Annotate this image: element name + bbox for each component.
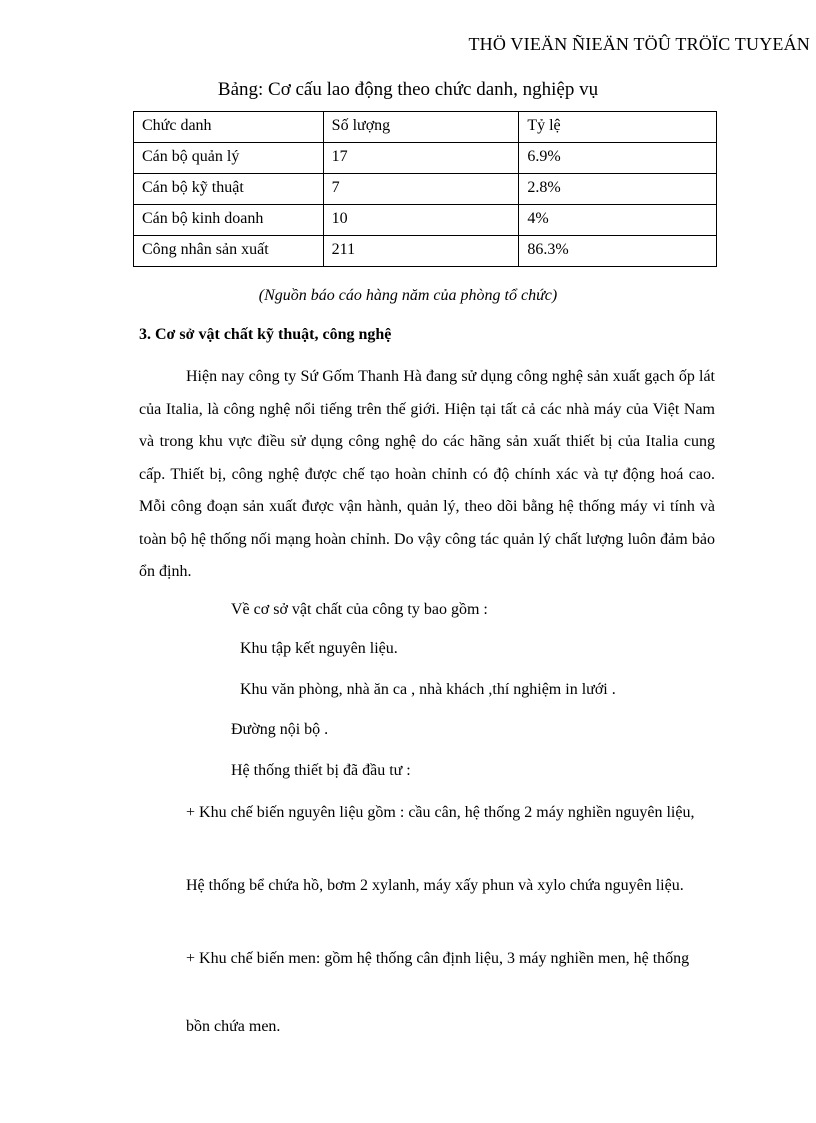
table-row (134, 143, 717, 174)
section-heading: 3. Cơ sở vật chất kỹ thuật, công nghệ (139, 326, 392, 343)
column-header: Số lượng (323, 112, 519, 143)
facilities-intro: Về cơ sở vật chất của công ty bao gồm : (231, 601, 488, 618)
labor-structure-table (133, 111, 717, 267)
column-header: Chức danh (134, 112, 324, 143)
table-row (134, 174, 717, 205)
table-header-row (134, 112, 717, 143)
table-row (134, 205, 717, 236)
table-cell: 211 (323, 236, 519, 267)
facility-item: Khu văn phòng, nhà ăn ca , nhà khách ,thí nghiệm in lưới . (240, 681, 616, 698)
table-cell: Công nhân sản xuất (134, 236, 324, 267)
equipment-item: + Khu chế biến men: gồm hệ thống cân định liệu, 3 máy nghiền men, hệ thống (186, 950, 690, 967)
equipment-item: Hệ thống bể chứa hồ, bơm 2 xylanh, máy xấy phun và xylo chứa nguyên liệu. (186, 877, 684, 894)
facility-item: Khu tập kết nguyên liệu. (240, 640, 398, 657)
table-cell: 17 (323, 143, 519, 174)
table-cell: Cán bộ kỹ thuật (134, 174, 324, 205)
equipment-item: + Khu chế biến nguyên liệu gồm : cầu cân, hệ thống 2 máy nghiền nguyên liệu, (186, 804, 695, 821)
equipment-item: bồn chứa men. (186, 1018, 281, 1035)
table-cell: 7 (323, 174, 519, 205)
body-paragraph: Hiện nay công ty Sứ Gốm Thanh Hà đang sử dụng công nghệ sản xuất gạch ốp lát của Italia, là công nghệ nổi tiếng trên thế giới. Hiện tại tất cả các nhà máy của Việt Nam và trong khu vực điều sử dụng công nghệ do các hãng sản xuất thiết bị của Italia cung cấp. Thiết bị, công nghệ được chế tạo hoàn chỉnh có độ chính xác và tự động hoá cao. Mỗi công đoạn sản xuất được vận hành, quản lý, theo dõi bằng hệ thống máy vi tính và toàn bộ hệ thống nối mạng hoàn chỉnh. Do vậy công tác quản lý chất lượng luôn đảm bảo ổn định. (139, 368, 715, 580)
table-cell: Cán bộ kinh doanh (134, 205, 324, 236)
table-row (134, 236, 717, 267)
table-cell: 86.3% (519, 236, 717, 267)
table-cell: 4% (519, 205, 717, 236)
table-cell: 10 (323, 205, 519, 236)
table-source-note: (Nguồn báo cáo hàng năm của phòng tổ chức) (258, 287, 558, 304)
facility-item: Đường nội bộ . (231, 721, 329, 738)
equipment-intro: Hệ thống thiết bị đã đầu tư : (231, 762, 411, 779)
column-header: Tỷ lệ (519, 112, 717, 143)
table-cell: Cán bộ quản lý (134, 143, 324, 174)
table-title: Bảng: Cơ cấu lao động theo chức danh, nghiệp vụ (217, 79, 599, 100)
table-cell: 2.8% (519, 174, 717, 205)
table-cell: 6.9% (519, 143, 717, 174)
page-header: THÖ VIEÄN ÑIEÄN TÖÛ TRÖÏC TUYEÁN (468, 34, 810, 54)
